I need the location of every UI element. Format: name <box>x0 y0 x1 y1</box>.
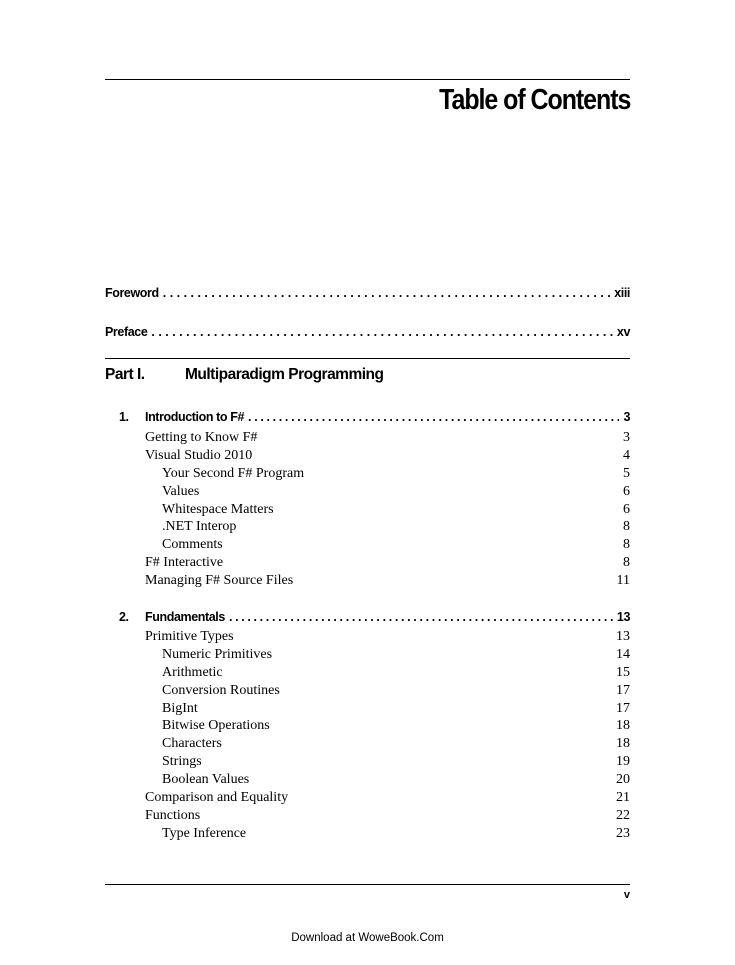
section-title: Type Inference <box>162 825 247 841</box>
section-title: BigInt <box>162 700 198 716</box>
section-title: Boolean Values <box>162 772 250 788</box>
toc-section-entry[interactable] <box>145 664 630 682</box>
leader-dots <box>248 410 619 424</box>
section-title: Conversion Routines <box>162 682 280 698</box>
toc-section-entry[interactable] <box>145 536 630 554</box>
toc-section-entry[interactable] <box>145 628 630 646</box>
toc-entry-page: xv <box>616 325 630 339</box>
section-title: Primitive Types <box>145 629 234 644</box>
section-page: 8 <box>623 537 630 553</box>
section-page: 6 <box>623 483 630 499</box>
toc-section-entry[interactable] <box>145 807 630 825</box>
section-title: Your Second F# Program <box>162 465 305 481</box>
toc-entry-label: Preface <box>105 325 148 339</box>
leader-dots <box>229 610 613 624</box>
bottom-rule <box>105 884 630 885</box>
section-title: Strings <box>162 754 202 770</box>
section-page: 20 <box>616 772 630 788</box>
section-page: 3 <box>623 430 630 445</box>
section-page: 19 <box>616 754 630 770</box>
section-page: 22 <box>616 807 630 823</box>
toc-section-entry[interactable] <box>145 483 630 501</box>
section-title: Whitespace Matters <box>162 501 274 517</box>
section-page: 8 <box>623 555 630 571</box>
section-page: 15 <box>616 664 630 680</box>
chapter-page: 3 <box>623 410 630 424</box>
toc-section-entry[interactable] <box>145 700 630 718</box>
section-page: 13 <box>616 629 630 644</box>
chapter-page: 13 <box>616 610 630 624</box>
toc-section-entry[interactable] <box>145 518 630 536</box>
section-page: 21 <box>616 790 630 806</box>
toc-section-entry[interactable] <box>145 789 630 807</box>
section-title: F# Interactive <box>145 555 224 571</box>
page-title: Table of Contents <box>438 84 630 116</box>
toc-section-entry[interactable] <box>145 572 630 590</box>
section-page: 11 <box>616 573 630 589</box>
section-page: 14 <box>616 646 630 662</box>
toc-entry-preface[interactable] <box>105 325 630 339</box>
section-title: Numeric Primitives <box>162 646 273 662</box>
section-page: 18 <box>616 718 630 734</box>
section-title: Managing F# Source Files <box>145 573 294 589</box>
chapter-heading-2[interactable] <box>119 610 630 624</box>
section-title: Arithmetic <box>162 664 223 680</box>
toc-section-entry[interactable] <box>145 447 630 465</box>
toc-section-entry[interactable] <box>145 465 630 483</box>
toc-entry-label: Foreword <box>105 286 159 300</box>
part-rule <box>105 358 630 359</box>
chapter-number: 1. <box>119 410 129 424</box>
part-heading <box>105 366 384 384</box>
chapter-title: Fundamentals <box>145 610 225 624</box>
section-title: .NET Interop <box>162 519 237 535</box>
chapter-heading-1[interactable] <box>119 410 630 424</box>
toc-section-entry[interactable] <box>145 554 630 572</box>
section-title: Bitwise Operations <box>162 718 270 734</box>
part-number: Part I. <box>105 366 145 383</box>
chapter-title: Introduction to F# <box>145 410 245 424</box>
toc-section-entry[interactable] <box>145 771 630 789</box>
toc-section-entry[interactable] <box>145 735 630 753</box>
toc-section-entry[interactable] <box>145 825 630 843</box>
toc-section-entry[interactable] <box>145 646 630 664</box>
section-page: 4 <box>623 447 630 463</box>
section-page: 17 <box>616 700 630 716</box>
section-title: Visual Studio 2010 <box>145 447 253 463</box>
toc-entry-foreword[interactable] <box>105 286 630 300</box>
download-note: Download at WoweBook.Com <box>291 932 444 944</box>
chapter-1-sections <box>145 429 630 590</box>
section-page: 8 <box>623 519 630 535</box>
section-title: Functions <box>145 807 201 823</box>
toc-section-entry[interactable] <box>145 753 630 771</box>
section-page: 23 <box>616 825 630 841</box>
toc-entry-page: xiii <box>614 286 630 300</box>
section-page: 5 <box>623 465 630 481</box>
section-page: 17 <box>616 682 630 698</box>
leader-dots <box>151 325 613 339</box>
part-title: Multiparadigm Programming <box>185 366 384 383</box>
toc-section-entry[interactable] <box>145 717 630 735</box>
section-page: 18 <box>616 736 630 752</box>
section-page: 6 <box>623 501 630 517</box>
toc-section-entry[interactable] <box>145 682 630 700</box>
section-title: Comparison and Equality <box>145 790 289 806</box>
chapter-2-sections <box>145 628 630 843</box>
section-title: Values <box>162 483 200 499</box>
section-title: Characters <box>162 736 222 752</box>
chapter-number: 2. <box>119 610 129 624</box>
section-title: Getting to Know F# <box>145 430 258 445</box>
section-title: Comments <box>162 537 223 553</box>
leader-dots <box>163 286 610 300</box>
page-number: v <box>623 889 630 901</box>
top-rule <box>105 79 630 80</box>
toc-section-entry[interactable] <box>145 501 630 519</box>
toc-section-entry[interactable] <box>145 429 630 447</box>
